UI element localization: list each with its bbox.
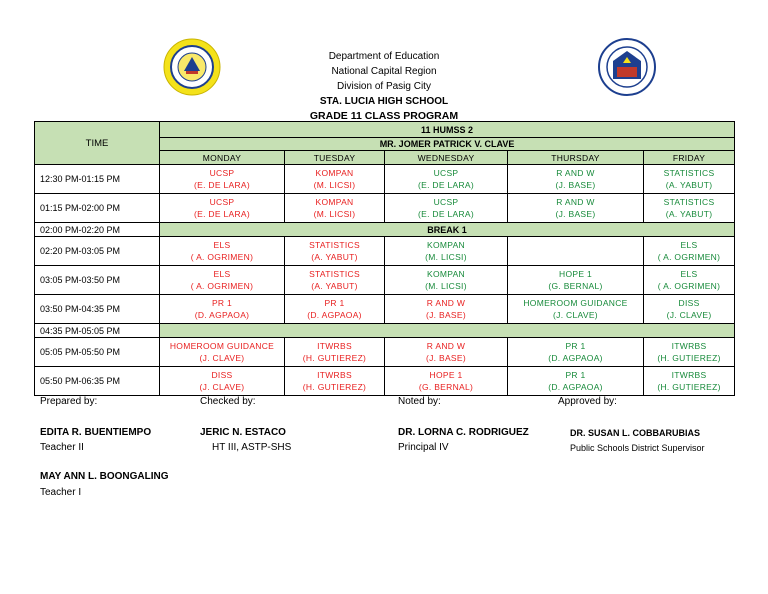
teacher-name: (D. AGPAOA)	[548, 382, 603, 392]
class-cell	[285, 237, 385, 266]
break-row: BREAK 1	[160, 223, 735, 237]
class-cell	[285, 194, 385, 223]
class-cell	[385, 165, 508, 194]
teacher-name: (D. AGPAOA)	[307, 310, 362, 320]
time-slot: 04:35 PM-05:05 PM	[35, 324, 160, 338]
subject-name: STATISTICS	[663, 168, 715, 178]
prepared2-name: MAY ANN L. BOONGALING	[40, 471, 169, 482]
class-cell	[644, 194, 735, 223]
subject-name: HOMEROOM GUIDANCE	[169, 341, 275, 351]
class-cell	[285, 295, 385, 324]
subject-name: STATISTICS	[309, 240, 360, 250]
teacher-name: (E. DE LARA)	[417, 180, 475, 190]
dept-name: Department of Education	[328, 51, 440, 62]
subject-name: DISS	[211, 370, 233, 380]
teacher-name: (A. YABUT)	[665, 209, 713, 219]
time-slot: 01:15 PM-02:00 PM	[35, 194, 160, 223]
subject-name: KOMPAN	[426, 240, 465, 250]
teacher-name: (J. CLAVE)	[553, 310, 598, 320]
class-cell	[508, 338, 644, 367]
subject-name: ELS	[680, 269, 698, 279]
prepared-label: Prepared by:	[40, 396, 98, 407]
approved-label: Approved by:	[558, 396, 617, 407]
class-cell	[644, 165, 735, 194]
table-row	[35, 165, 735, 194]
subject-name: ELS	[213, 240, 231, 250]
day-header: TUESDAY	[285, 151, 385, 165]
teacher-name: (J. BASE)	[425, 310, 466, 320]
class-cell	[160, 295, 285, 324]
teacher-name: ( A. OGRIMEN)	[190, 281, 254, 291]
teacher-name: (G. BERNAL)	[548, 281, 603, 291]
subject-name: R AND W	[556, 197, 595, 207]
teacher-name: (E. DE LARA)	[193, 209, 251, 219]
class-cell	[160, 338, 285, 367]
subject-name: PR 1	[211, 298, 233, 308]
teacher-name: (D. AGPAOA)	[194, 310, 250, 320]
class-cell	[385, 338, 508, 367]
table-row	[35, 324, 735, 338]
time-slot: 05:50 PM-06:35 PM	[35, 367, 160, 396]
teacher-name: (H. GUTIEREZ)	[302, 382, 367, 392]
class-cell	[508, 266, 644, 295]
table-row	[35, 223, 735, 237]
class-cell	[285, 266, 385, 295]
class-cell	[385, 194, 508, 223]
teacher-name: (J. BASE)	[425, 353, 466, 363]
subject-name: ELS	[680, 240, 698, 250]
class-cell	[644, 338, 735, 367]
subject-name: R AND W	[556, 168, 595, 178]
class-cell	[160, 165, 285, 194]
division-name: Division of Pasig City	[337, 81, 431, 92]
subject-name: HOPE 1	[429, 370, 463, 380]
teacher-name: (H. GUTIEREZ)	[657, 382, 721, 392]
class-cell	[285, 165, 385, 194]
subject-name: STATISTICS	[309, 269, 360, 279]
teacher-name: (D. AGPAOA)	[548, 353, 603, 363]
noted-title: Principal IV	[398, 442, 449, 453]
time-slot: 03:05 PM-03:50 PM	[35, 266, 160, 295]
break-row	[160, 324, 735, 338]
class-cell	[508, 367, 644, 396]
subject-name: ITWRBS	[671, 341, 707, 351]
table-row	[35, 367, 735, 396]
class-cell	[508, 165, 644, 194]
teacher-name: (J. CLAVE)	[199, 353, 245, 363]
subject-name: KOMPAN	[315, 197, 354, 207]
teacher-name: (M. LICSI)	[425, 252, 467, 262]
subject-name: HOPE 1	[559, 269, 592, 279]
subject-name: KOMPAN	[315, 168, 354, 178]
teacher-name: (H. GUTIEREZ)	[657, 353, 721, 363]
subject-name: DISS	[678, 298, 700, 308]
teacher-name: ( A. OGRIMEN)	[190, 252, 254, 262]
time-slot: 12:30 PM-01:15 PM	[35, 165, 160, 194]
teacher-name: (M. LICSI)	[313, 209, 356, 219]
day-header: FRIDAY	[644, 151, 735, 165]
teacher-name: ( A. OGRIMEN)	[657, 252, 721, 262]
day-header: THURSDAY	[508, 151, 644, 165]
subject-name: UCSP	[209, 197, 235, 207]
noted-name: DR. LORNA C. RODRIGUEZ	[398, 427, 529, 438]
region-name: National Capital Region	[331, 66, 437, 77]
time-slot: 02:00 PM-02:20 PM	[35, 223, 160, 237]
noted-label: Noted by:	[398, 396, 441, 407]
prepared-name: EDITA R. BUENTIEMPO	[40, 427, 152, 438]
teacher-name: ( A. OGRIMEN)	[657, 281, 721, 291]
subject-name: ITWRBS	[317, 370, 352, 380]
time-slot: 03:50 PM-04:35 PM	[35, 295, 160, 324]
subject-name: ITWRBS	[317, 341, 352, 351]
approved-title: Public Schools District Supervisor	[570, 443, 705, 453]
class-program-table	[34, 121, 735, 396]
teacher-name: (J. BASE)	[555, 209, 596, 219]
table-row	[35, 266, 735, 295]
checked-title: HT III, ASTP-SHS	[212, 442, 292, 453]
class-cell	[385, 295, 508, 324]
class-cell	[385, 367, 508, 396]
subject-name: R AND W	[426, 298, 466, 308]
section-name: 11 HUMSS 2	[160, 122, 735, 138]
table-row	[35, 194, 735, 223]
teacher-name: (J. CLAVE)	[199, 382, 245, 392]
class-cell	[160, 194, 285, 223]
class-cell	[644, 295, 735, 324]
document-header	[0, 49, 768, 124]
class-cell	[644, 237, 735, 266]
subject-name: UCSP	[433, 197, 459, 207]
table-row	[35, 338, 735, 367]
subject-name: UCSP	[433, 168, 459, 178]
adviser-name: MR. JOMER PATRICK V. CLAVE	[160, 138, 735, 151]
subject-name: ELS	[213, 269, 231, 279]
teacher-name: (A. YABUT)	[311, 281, 358, 291]
subject-name: PR 1	[565, 341, 586, 351]
subject-name: PR 1	[324, 298, 345, 308]
subject-name: HOMEROOM GUIDANCE	[523, 298, 628, 308]
teacher-name: (M. LICSI)	[425, 281, 467, 291]
teacher-name: (J. BASE)	[555, 180, 596, 190]
teacher-name: (A. YABUT)	[311, 252, 358, 262]
subject-name: KOMPAN	[426, 269, 465, 279]
table-row	[35, 295, 735, 324]
subject-name: ITWRBS	[671, 370, 707, 380]
class-cell	[508, 295, 644, 324]
teacher-name: (J. CLAVE)	[666, 310, 712, 320]
class-cell	[160, 266, 285, 295]
teacher-name: (G. BERNAL)	[418, 382, 474, 392]
time-slot: 05:05 PM-05:50 PM	[35, 338, 160, 367]
approved-name: DR. SUSAN L. COBBARUBIAS	[570, 428, 701, 438]
prepared-title: Teacher II	[40, 442, 84, 453]
class-cell	[385, 266, 508, 295]
checked-name: JERIC N. ESTACO	[200, 427, 286, 438]
day-header: WEDNESDAY	[385, 151, 508, 165]
subject-name: PR 1	[565, 370, 586, 380]
table-row	[35, 237, 735, 266]
checked-label: Checked by:	[200, 396, 256, 407]
class-cell	[160, 237, 285, 266]
class-cell	[508, 237, 644, 266]
subject-name: UCSP	[209, 168, 235, 178]
class-cell	[644, 266, 735, 295]
subject-name: STATISTICS	[663, 197, 715, 207]
teacher-name: (M. LICSI)	[313, 180, 356, 190]
teacher-name: (E. DE LARA)	[417, 209, 475, 219]
teacher-name: (E. DE LARA)	[193, 180, 251, 190]
class-cell	[508, 194, 644, 223]
class-cell	[285, 338, 385, 367]
school-name: STA. LUCIA HIGH SCHOOL	[319, 96, 449, 107]
subject-name: R AND W	[426, 341, 466, 351]
teacher-name: (A. YABUT)	[665, 180, 713, 190]
prepared2-title: Teacher I	[40, 487, 82, 498]
teacher-name: (H. GUTIEREZ)	[302, 353, 367, 363]
time-slot: 02:20 PM-03:05 PM	[35, 237, 160, 266]
day-header: MONDAY	[160, 151, 285, 165]
class-cell	[385, 237, 508, 266]
class-cell	[160, 367, 285, 396]
program-title: GRADE 11 CLASS PROGRAM	[309, 110, 459, 122]
class-cell	[644, 367, 735, 396]
class-cell	[285, 367, 385, 396]
time-header: TIME	[35, 122, 160, 165]
